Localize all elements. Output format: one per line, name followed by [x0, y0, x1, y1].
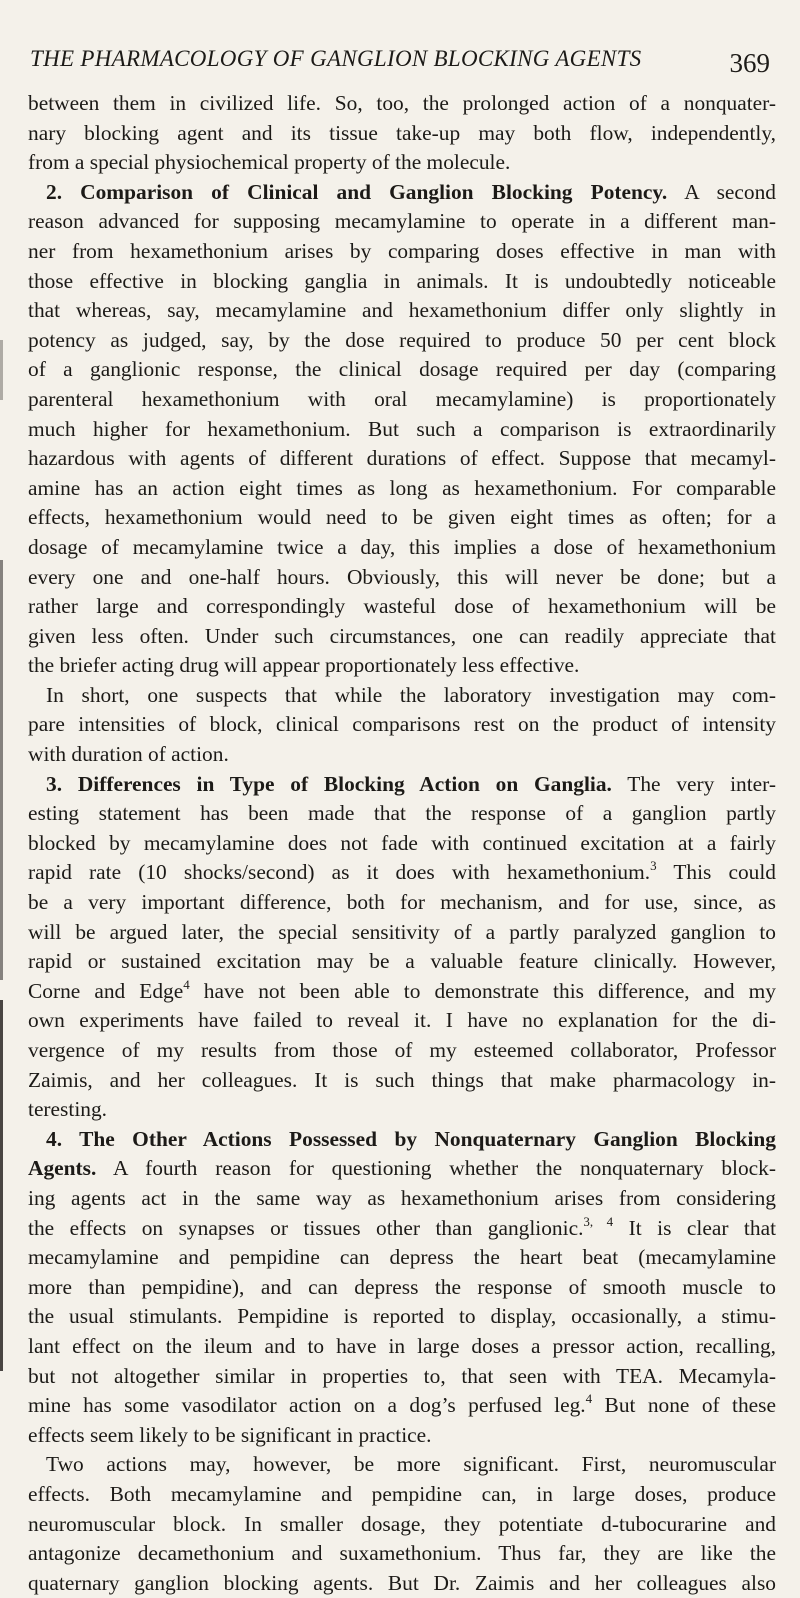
text-line: ing agents act in the same way as hexamethonium arises from considering: [28, 1185, 776, 1210]
text-line: reason advanced for supposing mecamylamine to operate in a different man-: [28, 209, 776, 234]
text-line: much higher for hexamethonium. But such a comparison is extraordinarily: [28, 416, 776, 441]
text-line: potency as judged, say, by the dose required to produce 50 per cent block: [28, 327, 776, 352]
text-line: effects. Both mecamylamine and pempidine can, in large doses, produce: [28, 1481, 776, 1506]
text-line: lant effect on the ileum and to have in large doses a pressor action, recalling,: [28, 1333, 776, 1358]
text-line: be a very important difference, both for mechanism, and for use, since, as: [28, 890, 776, 915]
text-line: esting statement has been made that the response of a ganglion partly: [28, 801, 776, 826]
text-line: the usual stimulants. Pempidine is reported to display, occasionally, a stimu-: [28, 1304, 776, 1329]
text-line: mecamylamine and pempidine can depress the heart beat (mecamylamine: [28, 1245, 776, 1270]
text-line: effects, hexamethonium would need to be given eight times as often; for a: [28, 505, 776, 530]
text-line: rather large and correspondingly wasteful dose of hexamethonium will be: [28, 594, 776, 619]
text-line: effects seem likely to be significant in practice.: [28, 1422, 432, 1447]
text-line: given less often. Under such circumstances, one can readily appreciate that: [28, 623, 776, 648]
footnote-ref: 3: [650, 858, 657, 874]
page-number: 369: [729, 48, 770, 78]
text-line: vergence of my results from those of my esteemed collaborator, Professor: [28, 1038, 776, 1062]
text-line: nary blocking agent and its tissue take-up may both flow, independently,: [28, 120, 776, 145]
text-line: In short, one suspects that while the laboratory investigation may com-: [46, 682, 776, 707]
text-line: the effects on synapses or tissues other than ganglionic.$^{3, 4}$ It is clear that: [28, 1213, 776, 1240]
text-line: Agents. A fourth reason for questioning whether the nonquaternary block-: [28, 1156, 776, 1181]
text-line: own experiments have failed to reveal it. I have no explanation for the di-: [28, 1008, 776, 1033]
section-heading-line: 3. Differences in Type of Blocking Action on Ganglia. The very inter-: [46, 771, 776, 796]
text-line: more than pempidine), and can depress the response of smooth muscle to: [28, 1274, 776, 1299]
text-line: dosage of mecamylamine twice a day, this implies a dose of hexamethonium: [28, 534, 776, 559]
text-line: of a ganglionic response, the clinical dosage required per day (comparing: [28, 357, 776, 382]
text-line: the briefer acting drug will appear proportionately less effective.: [28, 653, 580, 678]
text-line: neuromuscular block. In smaller dosage, they potentiate d-tubocurarine and: [28, 1511, 776, 1536]
section-heading-line: [28, 1125, 776, 1155]
section-heading-2: 2. Comparison of Clinical and Ganglion Blocking Potency.: [46, 179, 668, 204]
text-line: will be argued later, the special sensitivity of a partly paralyzed ganglion to: [28, 919, 776, 944]
text-line: hazardous with agents of different durations of effect. Suppose that mecamyl-: [28, 446, 776, 471]
footnote-ref: 4: [183, 976, 190, 992]
text-line: amine has an action eight times as long as hexamethonium. For comparable: [28, 475, 776, 500]
running-head: [30, 46, 770, 86]
text-line: teresting.: [28, 1097, 108, 1122]
text-line: every one and one-half hours. Obviously, this will never be done; but a: [28, 564, 776, 589]
text-line: Corne and Edge$^4$ have not been able to demonstrate this difference, and my: [28, 976, 776, 1003]
text-line: antagonize decamethonium and suxamethonium. Thus far, they are like the: [28, 1541, 776, 1566]
text-line: parenteral hexamethonium with oral mecamylamine) is proportionately: [28, 386, 776, 411]
text-line: Two actions may, however, be more significant. First, neuromuscular: [46, 1452, 776, 1477]
section-heading-3: 3. Differences in Type of Blocking Action on Ganglia.: [46, 771, 612, 796]
text-line: from a special physiochemical property of the molecule.: [28, 150, 511, 175]
text-line: but not altogether similar in properties to, that seen with TEA. Mecamyla-: [28, 1363, 776, 1388]
scan-margin-rule: [0, 0, 4, 1371]
text-line: Zaimis, and her colleagues. It is such things that make pharmacology in-: [28, 1067, 776, 1092]
footnote-ref: 3, 4: [583, 1213, 614, 1229]
text-line: quaternary ganglion blocking agents. But Dr. Zaimis and her colleagues also: [28, 1570, 776, 1595]
section-heading-line: 2. Comparison of Clinical and Ganglion Blocking Potency. A second: [46, 179, 776, 204]
text-line: those effective in blocking ganglia in animals. It is undoubtedly noticeable: [28, 268, 776, 293]
text-line: blocked by mecamylamine does not fade with continued excitation at a fairly: [28, 830, 776, 855]
text-line: rapid rate (10 shocks/second) as it does with hexamethonium.$^3$ This could: [28, 858, 776, 885]
body-text: [28, 89, 776, 1598]
text-line: between them in civilized life. So, too, the prolonged action of a nonquater-: [28, 91, 776, 115]
footnote-ref: 4: [585, 1391, 593, 1407]
text-line: rapid or sustained excitation may be a valuable feature clinically. However,: [28, 949, 776, 974]
text-line: with duration of action.: [28, 742, 229, 767]
running-title: THE PHARMACOLOGY OF GANGLION BLOCKING AGENTS: [30, 46, 642, 71]
text-line: pare intensities of block, clinical comparisons rest on the product of intensity: [28, 712, 776, 737]
text-line: mine has some vasodilator action on a dog’s perfused leg.$^4$ But none of these: [28, 1391, 776, 1418]
book-page: [28, 0, 776, 1595]
section-heading-4: 4. The Other Actions Possessed by Nonquaternary Ganglion Blocking: [46, 1126, 776, 1151]
text-line: ner from hexamethonium arises by comparing doses effective in man with: [28, 238, 776, 263]
text-line: that whereas, say, mecamylamine and hexamethonium differ only slightly in: [28, 298, 776, 323]
